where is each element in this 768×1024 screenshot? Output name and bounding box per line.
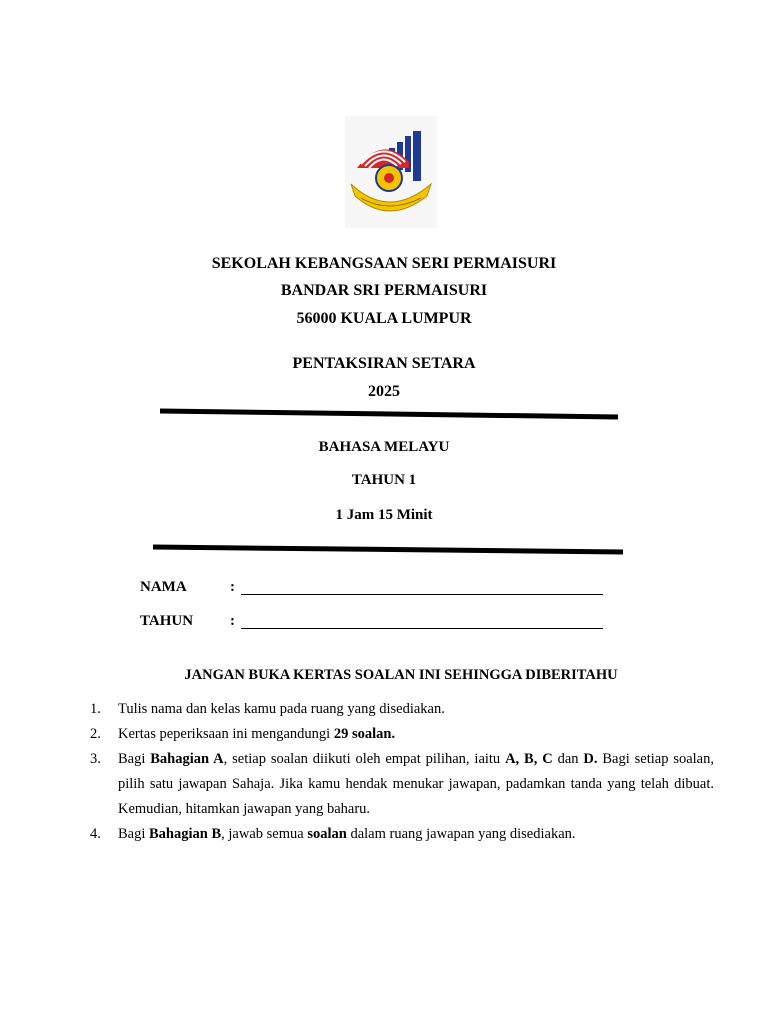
- divider-bottom: [151, 543, 625, 557]
- instruction-text-part: Tulis nama dan kelas kamu pada ruang yang disediakan.: [118, 701, 445, 717]
- school-area: BANDAR SRI PERMAISURI: [280, 282, 488, 299]
- instruction-text-bold: 29 soalan.: [333, 726, 396, 742]
- instruction-text: [118, 822, 714, 847]
- exam-title: PENTAKSIRAN SETARA: [292, 355, 476, 372]
- exam-subject: BAHASA MELAYU: [318, 439, 450, 455]
- instruction-text-bold: D.: [583, 751, 598, 767]
- instruction-number: 1.: [90, 701, 101, 717]
- instruction-text: [118, 747, 714, 822]
- instruction-item: [90, 822, 714, 847]
- year-field-line[interactable]: [241, 614, 603, 629]
- name-field-line[interactable]: [241, 580, 603, 595]
- name-field-label: NAMA: [140, 579, 187, 595]
- school-crest-logo: [345, 116, 437, 228]
- divider-top: [158, 407, 620, 421]
- exam-duration: 1 Jam 15 Minit: [335, 507, 433, 523]
- instruction-text-part: Kertas peperiksaan ini mengandungi: [118, 726, 334, 742]
- instruction-number: 3.: [90, 751, 101, 767]
- school-postcode-city: 56000 KUALA LUMPUR: [296, 310, 472, 327]
- instruction-number: 4.: [90, 826, 101, 842]
- year-field-label: TAHUN: [140, 613, 194, 629]
- instruction-text-part: , jawab semua: [221, 826, 308, 842]
- instruction-text: [118, 697, 714, 722]
- instruction-item: [90, 722, 714, 747]
- instruction-item: [90, 697, 714, 722]
- instruction-text-bold: Bahagian B: [149, 826, 222, 842]
- school-name: SEKOLAH KEBANGSAAN SERI PERMAISURI: [211, 255, 557, 272]
- instruction-text-part: dalam ruang jawapan yang disediakan.: [346, 826, 576, 842]
- do-not-open-warning: JANGAN BUKA KERTAS SOALAN INI SEHINGGA DIBERITAHU: [184, 667, 618, 683]
- name-field-colon: :: [230, 579, 235, 595]
- instruction-text-bold: A, B, C: [505, 751, 553, 767]
- instruction-text: [118, 722, 714, 747]
- instruction-item: [90, 747, 714, 822]
- instruction-text-bold: soalan: [307, 826, 347, 842]
- instructions-list: [90, 697, 714, 847]
- exam-grade: TAHUN 1: [351, 472, 417, 488]
- instruction-text-part: , setiap soalan diikuti oleh empat pilihan, iaitu: [223, 751, 506, 767]
- instruction-text-part: Bagi: [118, 751, 151, 767]
- instruction-text-part: dan: [552, 751, 584, 767]
- instruction-text-part: Bagi: [118, 826, 150, 842]
- instruction-text-part: Bagi setiap soalan, pilih satu jawapan Sahaja. Jika kamu hendak menukar jawapan, padamkan tanda yang telah dibuat. Kemudian, hitamkan jawapan yang baharu.: [118, 751, 714, 817]
- year-field-colon: :: [230, 613, 235, 629]
- instruction-number: 2.: [90, 726, 101, 742]
- exam-year: 2025: [368, 383, 400, 400]
- instruction-text-bold: Bahagian A: [150, 751, 224, 767]
